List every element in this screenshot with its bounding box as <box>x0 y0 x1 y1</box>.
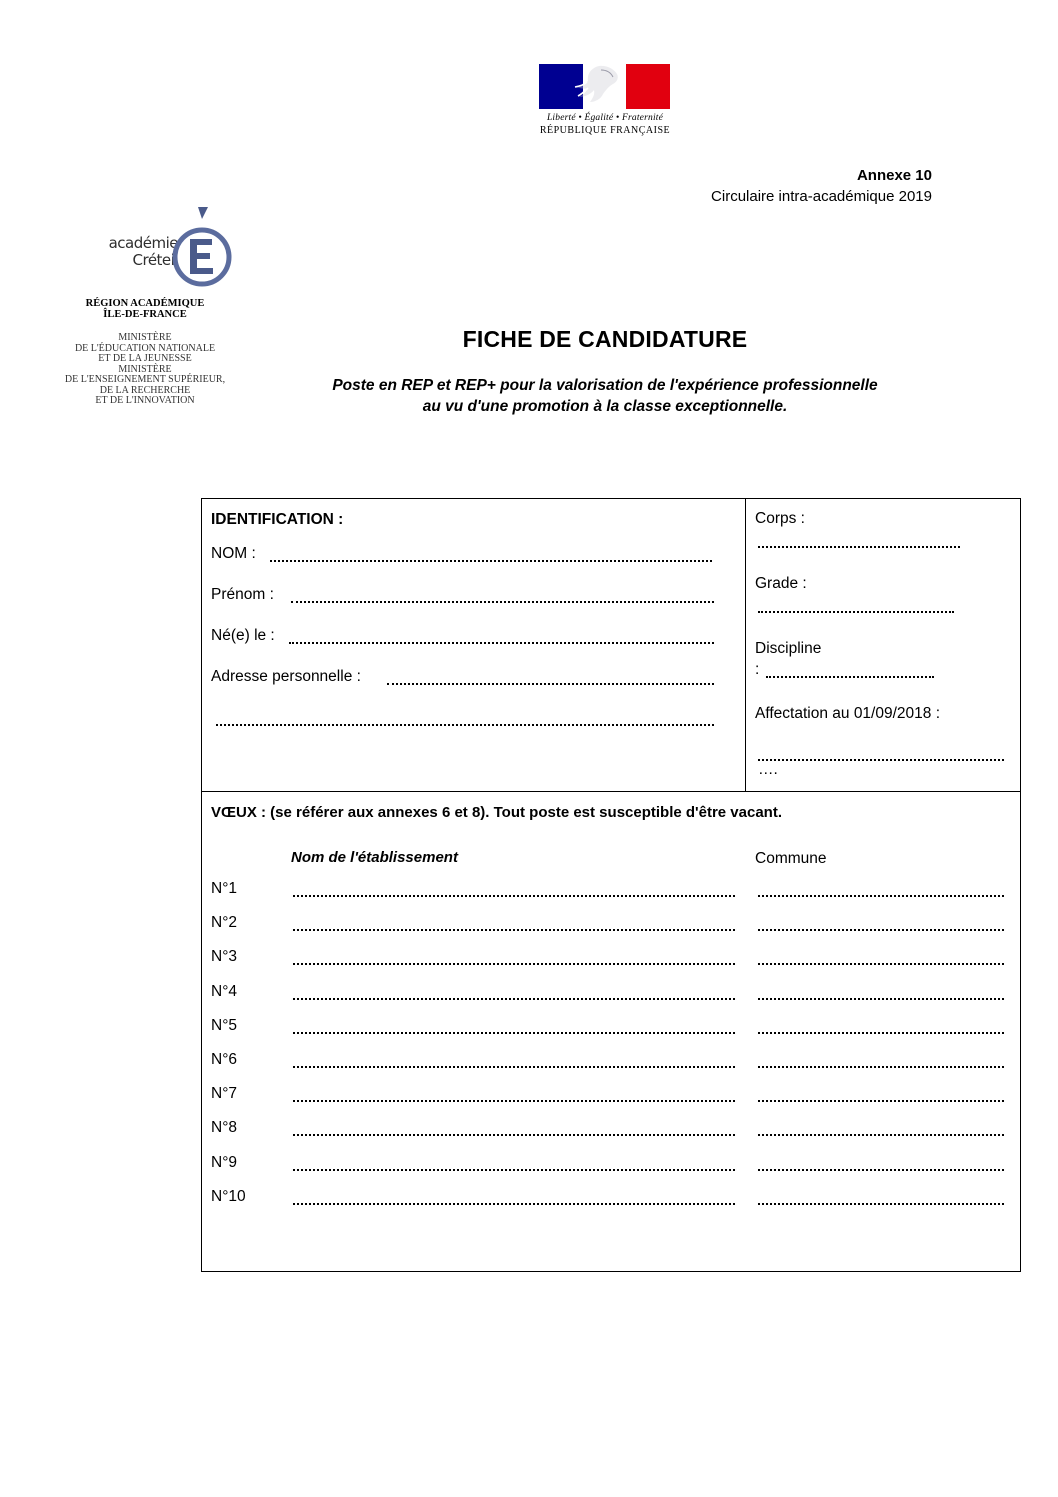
republic-motto: Liberté • Égalité • Fraternité <box>546 113 664 123</box>
voeu-etablissement-field[interactable] <box>293 1052 735 1068</box>
academie-e-icon <box>172 205 232 295</box>
affectation-field[interactable] <box>758 745 1004 761</box>
voeu-etablissement-field[interactable] <box>293 1120 735 1136</box>
corps-label: Corps : <box>755 510 805 527</box>
ministry-line: MINISTÈRE <box>118 332 172 343</box>
annexe-title: Annexe 10 <box>856 167 932 184</box>
republique-francaise-text: RÉPUBLIQUE FRANÇAISE <box>539 125 671 136</box>
adresse-field[interactable] <box>387 669 714 685</box>
column-divider <box>745 499 746 791</box>
voeu-commune-field[interactable] <box>758 1086 1004 1102</box>
voeu-etablissement-field[interactable] <box>293 1018 735 1034</box>
voeu-number: N°2 <box>211 914 238 931</box>
ministry-line: DE LA RECHERCHE <box>99 384 191 396</box>
adresse-field-line-2[interactable] <box>216 710 714 726</box>
region-academique <box>60 298 230 320</box>
voeu-commune-field[interactable] <box>758 1120 1004 1136</box>
academie-word: académie <box>108 234 178 252</box>
voeux-heading: VŒUX : (se référer aux annexes 6 et 8). Tout poste est susceptible d'être vacant. <box>211 804 782 821</box>
voeu-etablissement-field[interactable] <box>293 1155 735 1171</box>
ministry-line: ET DE L'INNOVATION <box>95 395 195 406</box>
voeu-etablissement-field[interactable] <box>293 915 735 931</box>
affectation-field-tail: …. <box>758 761 778 778</box>
voeu-commune-field[interactable] <box>758 915 1004 931</box>
voeu-number: N°4 <box>211 983 238 1000</box>
date-naissance-field[interactable] <box>289 628 714 644</box>
adresse-label: Adresse personnelle : <box>211 668 361 685</box>
discipline-colon: : <box>755 661 760 678</box>
academie-logo-text <box>108 235 178 269</box>
voeu-number: N°7 <box>211 1085 238 1102</box>
region-line-1: RÉGION ACADÉMIQUE <box>85 298 205 309</box>
etablissement-column-header: Nom de l'établissement <box>291 849 458 866</box>
creteil-word: Créteil <box>132 251 178 269</box>
nom-label: NOM : <box>211 545 256 562</box>
subtitle-line-2: au vu d'une promotion à la classe exceptionnelle. <box>422 398 788 415</box>
voeu-commune-field[interactable] <box>758 1189 1004 1205</box>
page-title: FICHE DE CANDIDATURE <box>462 326 748 352</box>
date-naissance-label: Né(e) le : <box>211 627 275 644</box>
voeu-commune-field[interactable] <box>758 949 1004 965</box>
annexe-reference <box>711 165 932 207</box>
voeu-number: N°1 <box>211 880 238 897</box>
page-subtitle <box>0 375 1058 417</box>
ministry-line: DE L'ENSEIGNEMENT SUPÉRIEUR, <box>64 374 226 385</box>
voeu-commune-field[interactable] <box>758 1155 1004 1171</box>
voeu-commune-field[interactable] <box>758 984 1004 1000</box>
nom-field[interactable] <box>270 546 712 562</box>
annexe-subtitle: Circulaire intra-académique 2019 <box>711 188 932 205</box>
ministry-line: ET DE LA JEUNESSE <box>98 353 192 364</box>
voeu-commune-field[interactable] <box>758 881 1004 897</box>
voeu-number: N°5 <box>211 1017 238 1034</box>
voeu-number: N°3 <box>211 948 238 965</box>
commune-column-header: Commune <box>755 850 827 867</box>
subtitle-line-1: Poste en REP et REP+ pour la valorisation de l'expérience professionnelle <box>332 377 878 394</box>
republique-francaise-logo <box>539 64 671 136</box>
voeu-number: N°10 <box>211 1188 246 1205</box>
voeu-commune-field[interactable] <box>758 1018 1004 1034</box>
academie-creteil-logo <box>100 205 230 295</box>
voeu-number: N°8 <box>211 1119 238 1136</box>
prenom-field[interactable] <box>291 587 714 603</box>
prenom-label: Prénom : <box>211 586 274 603</box>
identification-heading: IDENTIFICATION : <box>211 511 344 528</box>
section-divider <box>202 791 1020 792</box>
voeu-number: N°6 <box>211 1051 238 1068</box>
voeu-etablissement-field[interactable] <box>293 984 735 1000</box>
affectation-label: Affectation au 01/09/2018 : <box>755 705 941 722</box>
voeu-commune-field[interactable] <box>758 1052 1004 1068</box>
ministry-line: MINISTÈRE <box>118 363 172 375</box>
corps-field[interactable] <box>758 532 960 548</box>
discipline-label: Discipline <box>755 640 822 657</box>
voeu-etablissement-field[interactable] <box>293 1086 735 1102</box>
marianne-flag-icon <box>539 64 670 109</box>
grade-field[interactable] <box>758 597 954 613</box>
voeu-etablissement-field[interactable] <box>293 949 735 965</box>
voeu-number: N°9 <box>211 1154 238 1171</box>
grade-label: Grade : <box>755 575 807 592</box>
candidature-form <box>201 498 1021 1272</box>
ministry-line: DE L'ÉDUCATION NATIONALE <box>74 342 216 354</box>
discipline-field[interactable] <box>766 662 934 678</box>
voeu-etablissement-field[interactable] <box>293 881 735 897</box>
voeu-etablissement-field[interactable] <box>293 1189 735 1205</box>
region-line-2: ÎLE-DE-FRANCE <box>103 309 187 320</box>
